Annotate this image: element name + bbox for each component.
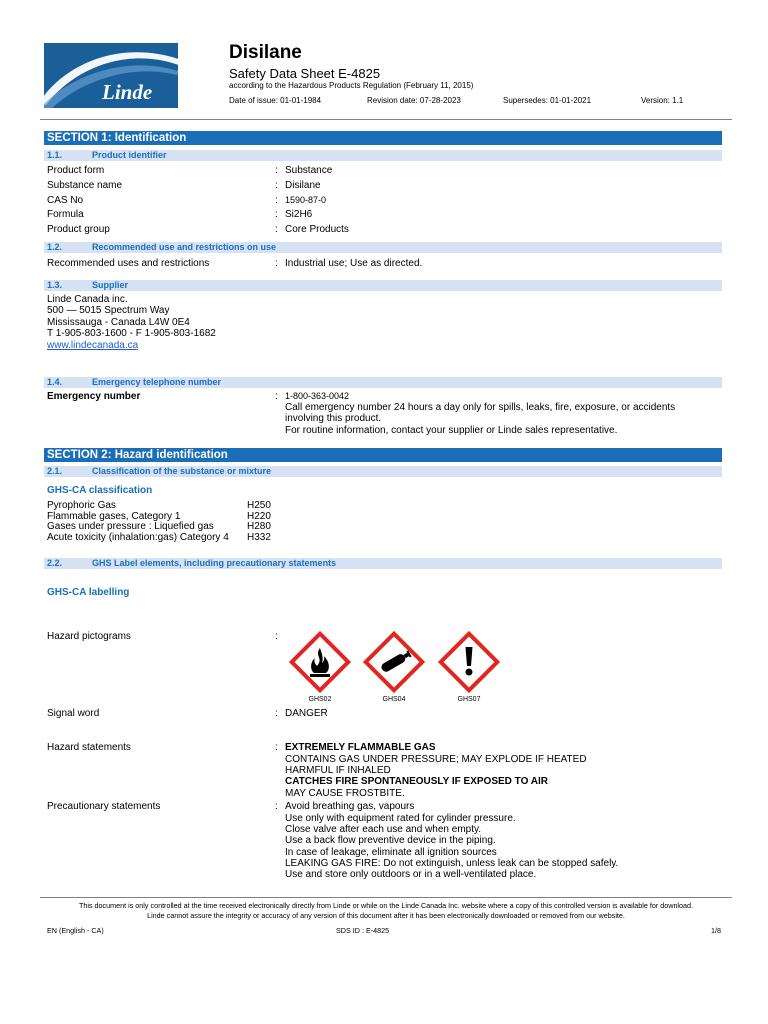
precautionary-statement: Use a back flow preventive device in the piping. — [285, 835, 496, 846]
supplier-city: Mississauga - Canada L4W 0E4 — [47, 317, 190, 328]
subsection-label: Classification of the substance or mixture — [92, 466, 272, 476]
revision-date: Revision date: 07-28-2023 — [367, 96, 461, 105]
footer-sds-id: SDS ID : E-4825 — [336, 926, 390, 935]
hazard-statement: MAY CAUSE FROSTBITE. — [285, 787, 405, 799]
hazard-code: H332 — [247, 531, 271, 543]
subsection-2-1-header — [44, 466, 722, 477]
footer-divider — [40, 897, 732, 898]
hazard-pictograms-label: Hazard pictograms — [47, 631, 131, 642]
linde-logo — [44, 43, 178, 108]
emergency-number-label: Emergency number — [47, 391, 141, 402]
cas-no-label: CAS No — [47, 195, 84, 206]
recommended-use-label: Recommended uses and restrictions — [47, 258, 210, 269]
hazard-code: H250 — [247, 500, 271, 511]
pictogram-code: GHS02 — [308, 696, 332, 703]
product-group-value: Core Products — [285, 224, 349, 235]
emergency-text: Call emergency number 24 hours a day only for spills, leaks, fire, exposure, or accidents — [285, 402, 676, 413]
pictogram-code: GHS07 — [457, 696, 481, 703]
date-of-issue: Date of issue: 01-01-1984 — [229, 96, 322, 105]
subsection-2-2-header — [44, 558, 722, 569]
subsection-label: Recommended use and restrictions on use — [92, 242, 277, 252]
colon: : — [275, 165, 278, 176]
precautionary-statement: Close valve after each use and when empty. — [285, 824, 482, 835]
supplier-website-link[interactable]: www.lindecanada.ca — [47, 340, 139, 351]
version: Version: 1.1 — [641, 96, 684, 105]
supplier-address: 500 — 5015 Spectrum Way — [47, 305, 170, 316]
precautionary-statement: Use and store only outdoors or in a well-ventilated place. — [285, 869, 537, 880]
precautionary-statement: In case of leakage, eliminate all ignition sources — [285, 846, 497, 858]
colon: : — [275, 742, 278, 753]
document-subtitle: Safety Data Sheet E-4825 — [229, 66, 381, 81]
subsection-number: 2.1. — [47, 466, 63, 476]
supplier-phone: T 1-905-803-1600 - F 1-905-803-1682 — [47, 328, 216, 339]
section-2-header: SECTION 2: Hazard identification — [44, 448, 722, 462]
subsection-label: Emergency telephone number — [92, 377, 222, 387]
signal-word-label: Signal word — [47, 708, 100, 719]
subsection-label: Supplier — [92, 280, 129, 290]
colon: : — [275, 195, 278, 206]
precautionary-statement: LEAKING GAS FIRE: Do not extinguish, unless leak can be stopped safely. — [285, 858, 619, 869]
document-title: Disilane — [229, 42, 302, 63]
colon: : — [275, 391, 278, 402]
regulation-reference: according to the Hazardous Products Regulation (February 11, 2015) — [229, 81, 474, 90]
emergency-text: involving this product. — [285, 413, 382, 424]
recommended-use-value: Industrial use; Use as directed. — [285, 258, 423, 269]
subsection-number: 2.2. — [47, 558, 63, 568]
hazard-statement: CONTAINS GAS UNDER PRESSURE; MAY EXPLODE IF HEATED — [285, 753, 587, 765]
classification-label: Flammable gases, Category 1 — [47, 510, 181, 522]
pictogram-code: GHS04 — [382, 696, 406, 703]
colon: : — [275, 631, 278, 642]
subsection-1-4-header — [44, 377, 722, 388]
substance-name-label: Substance name — [47, 180, 123, 191]
emergency-text: For routine information, contact your supplier or Linde sales representative. — [285, 425, 618, 436]
classification-label: Acute toxicity (inhalation:gas) Category 4 — [47, 531, 229, 543]
subsection-label: GHS Label elements, including precautionary statements — [92, 558, 337, 568]
footer-page-number: 1/8 — [711, 926, 721, 935]
colon: : — [275, 180, 278, 191]
subsection-number: 1.1. — [47, 150, 63, 160]
ghs-classification-heading: GHS-CA classification — [47, 485, 153, 496]
subsection-1-2-header — [44, 242, 722, 253]
hazard-code: H220 — [247, 510, 271, 522]
flame-icon — [288, 630, 352, 694]
supplier-name: Linde Canada inc. — [47, 294, 128, 305]
section-1-header: SECTION 1: Identification — [44, 131, 722, 145]
product-form-label: Product form — [47, 165, 105, 176]
hazard-statement: CATCHES FIRE SPONTANEOUSLY IF EXPOSED TO AIR — [285, 776, 549, 787]
signal-word-value: DANGER — [285, 708, 328, 719]
exclamation-mark-icon — [437, 630, 501, 694]
hazard-statements-label: Hazard statements — [47, 742, 131, 753]
hazard-statement: HARMFUL IF INHALED — [285, 765, 391, 776]
supersedes-date: Supersedes: 01-01-2021 — [503, 96, 592, 105]
cas-no-value: 1590-87-0 — [285, 195, 327, 205]
precautionary-statement: Avoid breathing gas, vapours — [285, 801, 415, 812]
subsection-label: Product identifier — [92, 150, 167, 160]
header-divider — [40, 119, 732, 120]
precautionary-statements-label: Precautionary statements — [47, 801, 161, 812]
colon: : — [275, 209, 278, 220]
svg-text:Linde: Linde — [102, 80, 153, 104]
subsection-number: 1.3. — [47, 280, 63, 290]
subsection-1-3-header — [44, 280, 722, 291]
classification-table — [0, 501, 300, 545]
hazard-code: H280 — [247, 521, 271, 532]
colon: : — [275, 708, 278, 719]
ghs-labelling-heading: GHS-CA labelling — [47, 587, 130, 598]
subsection-1-1-header — [44, 150, 722, 161]
footer-language: EN (English - CA) — [47, 926, 104, 935]
colon: : — [275, 224, 278, 235]
product-form-value: Substance — [285, 165, 333, 176]
product-group-label: Product group — [47, 224, 110, 235]
emergency-phone: 1-800-363-0042 — [285, 391, 350, 401]
formula-label: Formula — [47, 209, 84, 220]
precautionary-statement: Use only with equipment rated for cylinder pressure. — [285, 812, 516, 824]
colon: : — [275, 801, 278, 812]
hazard-statement: EXTREMELY FLAMMABLE GAS — [285, 742, 436, 753]
footer-disclaimer: This document is only controlled at the time received electronically directly from Linde or while on the Linde Canada Inc. website where a copy of this controlled version is available for download. — [78, 901, 694, 910]
classification-label: Pyrophoric Gas — [47, 500, 116, 511]
subsection-number: 1.4. — [47, 377, 63, 387]
footer-disclaimer: Linde cannot assure the integrity or accuracy of any version of this document after it has been electronically downloaded or removed from our website. — [147, 911, 625, 920]
subsection-number: 1.2. — [47, 242, 63, 252]
formula-value: Si2H6 — [285, 209, 313, 220]
substance-name-value: Disilane — [285, 180, 321, 191]
gas-cylinder-icon — [362, 630, 426, 694]
classification-label: Gases under pressure : Liquefied gas — [47, 521, 214, 532]
colon: : — [275, 258, 278, 269]
